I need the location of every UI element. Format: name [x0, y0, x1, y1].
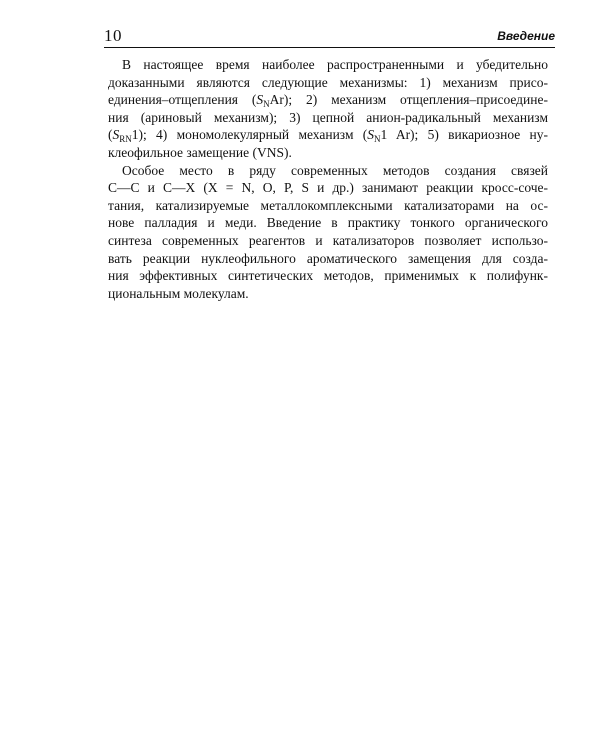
text-fragment: ( [108, 127, 113, 143]
text-line: ния эффективных синтетических методов, применимых к полифунк- [108, 268, 548, 284]
running-title: Введение [497, 29, 555, 43]
text-line: синтеза современных реагентов и катализаторов позволяет использо- [108, 232, 548, 248]
text-line: тания, катализируемые металлокомплексными катализаторами на ос- [108, 197, 548, 213]
page-header [104, 27, 555, 51]
mechanism-subscript: N [374, 134, 381, 145]
text-line: Особое место в ряду современных методов создания связей [122, 162, 548, 178]
text-fragment: единения–отщепления ( [108, 92, 257, 108]
mechanism-symbol: S [256, 92, 264, 108]
header-rule [104, 47, 555, 48]
text-line [108, 91, 548, 109]
mechanism-symbol: S [112, 127, 120, 143]
text-fragment: 1); 4) мономолекулярный механизм ( [131, 127, 368, 143]
text-fragment: 1 Ar); 5) викариозное ну- [380, 127, 548, 143]
text-line: ния (ариновый механизм); 3) цепной анион-радикальный механизм [108, 109, 548, 125]
mechanism-symbol: S [367, 127, 375, 143]
mechanism-subscript: RN [119, 134, 132, 145]
text-line: C—C и C—X (X = N, O, P, S и др.) занимают реакции кросс-соче- [108, 180, 548, 196]
text-line: В настоящее время наиболее распространенными и убедительно [122, 57, 548, 72]
text-line: клеофильное замещение (VNS). [108, 144, 292, 160]
paragraph-cross-coupling [108, 162, 548, 303]
paragraph-mechanisms [108, 56, 548, 162]
page-number: 10 [104, 26, 122, 45]
text-line: вать реакции нуклеофильного ароматического замещения для созда- [108, 250, 548, 266]
text-line: циональным молекулам. [108, 285, 249, 301]
text-line [108, 126, 548, 144]
mechanism-subscript: N [263, 99, 270, 110]
text-line: нове палладия и меди. Введение в практику тонкого органического [108, 215, 548, 231]
text-line: доказанными являются следующие механизмы: 1) механизм присо- [108, 74, 548, 90]
body-text [108, 56, 548, 302]
text-fragment: Ar); 2) механизм отщепления–присоедине- [269, 92, 548, 108]
